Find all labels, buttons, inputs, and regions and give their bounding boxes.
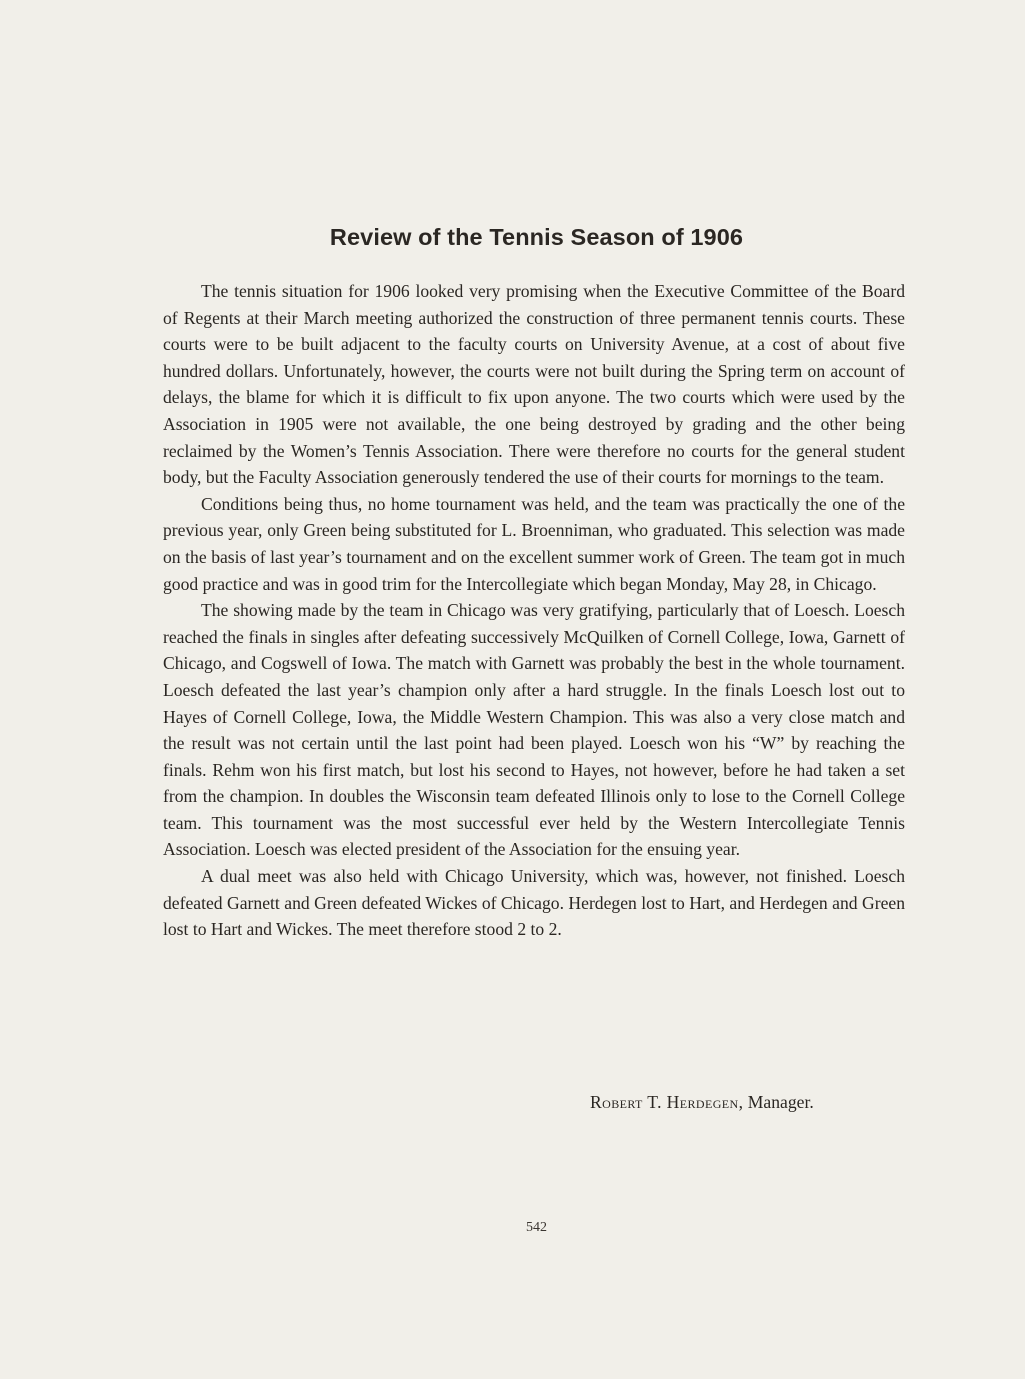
paragraph-1: The tennis situation for 1906 looked very promising when the Executive Committee of the Board of Regents at their March meeting authorized the construction of three permanent tennis courts. These courts were to be built adjacent to the faculty courts on University Avenue, at a cost of about five hundred dollars. Unfortunately, however, the courts were not built during the Spring term on account of delays, the blame for which it is difficult to fix upon anyone. The two courts which were used by the Association in 1905 were not available, the one being destroyed by grading and the other being reclaimed by the Women’s Tennis Association. There were therefore no courts for the general student body, but the Faculty Association generously tendered the use of their courts for mornings to the team. bbox=[163, 281, 905, 488]
author-role: Manager. bbox=[747, 1092, 814, 1112]
paragraph-3: The showing made by the team in Chicago was very gratifying, particularly that of Loesch. Loesch reached the finals in singles after defeating successively McQuilken of Cornell College, Iowa, Garnett of Chicago, and Cogswell of Iowa. The match with Garnett was probably the best in the whole tournament. Loesch defeated the last year’s champion only after a hard struggle. In the finals Loesch lost out to Hayes of Cornell College, Iowa, the Middle Western Champion. This was also a very close match and the result was not certain until the last point had been played. Loesch won his “W” by reaching the finals. Rehm won his first match, but lost his second to Hayes, not however, before he had taken a set from the champion. In doubles the Wisconsin team defeated Illinois only to lose to the Cornell College team. This tournament was the most successful ever held by the Western Intercollegiate Tennis Association. Loesch was elected president of the Association for the ensuing year. bbox=[163, 600, 905, 860]
article-body bbox=[163, 278, 905, 943]
paragraph-2: Conditions being thus, no home tournament was held, and the team was practically the one of the previous year, only Green being substituted for L. Broenniman, who graduated. This selection was made on the basis of last year’s tournament and on the excellent summer work of Green. The team got in much good practice and was in good trim for the Intercollegiate which began Monday, May 28, in Chicago. bbox=[163, 493, 905, 594]
article-title: Review of the Tennis Season of 1906 bbox=[329, 224, 744, 250]
author-signature bbox=[590, 1092, 814, 1113]
page-number: 542 bbox=[526, 1220, 547, 1235]
paragraph-4: A dual meet was also held with Chicago University, which was, however, not finished. Loesch defeated Garnett and Green defeated Wickes of Chicago. Herdegen lost to Hart, and Herdegen and Green lost to Hart and Wickes. The meet therefore stood 2 to 2. bbox=[163, 866, 905, 940]
author-name: Robert T. Herdegen, bbox=[590, 1092, 744, 1112]
